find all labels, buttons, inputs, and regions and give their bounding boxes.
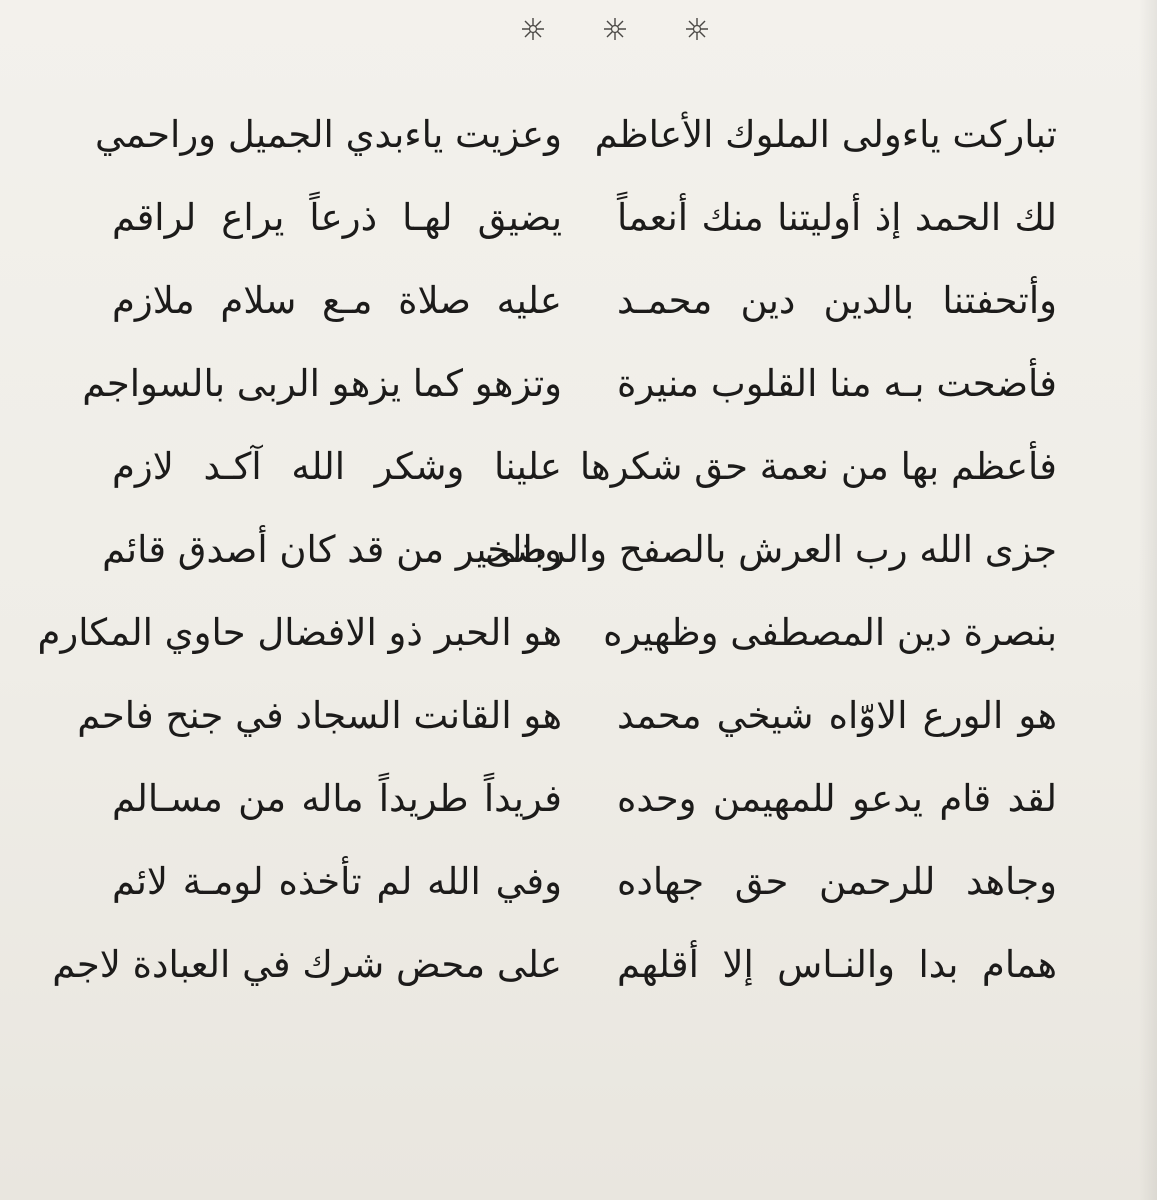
verse-second-hemistich: وبالخير من قد كان أصدق قائم	[102, 528, 562, 571]
header-ornaments	[520, 14, 710, 44]
verse-second-hemistich: وعزيت ياءبدي الجميل وراحمي	[94, 113, 562, 156]
verse-line	[0, 183, 1157, 253]
verse-first-hemistich: وجاهد للرحمن حق جهاده	[617, 860, 1057, 903]
verse-second-hemistich: وفي الله لم تأخذه لومـة لائم	[112, 860, 562, 903]
verse-second-hemistich: يضيق لهـا ذرعاً يراع لراقم	[112, 196, 562, 239]
verse-first-hemistich: وأتحفتنا بالدين دين محمـد	[617, 279, 1057, 322]
star-ornament-icon	[684, 16, 710, 42]
verse-line	[0, 100, 1157, 170]
poem-body	[0, 100, 1157, 1100]
verse-line	[0, 681, 1157, 751]
verse-line	[0, 349, 1157, 419]
verse-second-hemistich: وتزهو كما يزهو الربى بالسواجم	[82, 362, 562, 405]
page-edge-shadow	[1139, 0, 1157, 1200]
star-ornament-icon	[520, 16, 546, 42]
verse-second-hemistich: علينا وشكر الله آكـد لازم	[112, 445, 562, 488]
verse-first-hemistich: هو الورع الاوّاه شيخي محمد	[617, 694, 1057, 737]
verse-line	[0, 432, 1157, 502]
verse-line	[0, 764, 1157, 834]
verse-line	[0, 598, 1157, 668]
verse-second-hemistich: هو القانت السجاد في جنح فاحم	[77, 694, 562, 737]
verse-second-hemistich: فريداً طريداً ماله من مسـالم	[112, 777, 562, 820]
verse-first-hemistich: تباركت ياءولى الملوك الأعاظم	[594, 113, 1057, 156]
verse-line	[0, 266, 1157, 336]
verse-line	[0, 847, 1157, 917]
star-ornament-icon	[602, 16, 628, 42]
verse-first-hemistich: لك الحمد إذ أوليتنا منك أنعماً	[617, 196, 1057, 239]
verse-first-hemistich: جزى الله رب العرش بالصفح والرضى	[484, 528, 1057, 571]
verse-line	[0, 930, 1157, 1000]
verse-first-hemistich: همام بدا والنـاس إلا أقلهم	[617, 943, 1057, 986]
verse-line	[0, 515, 1157, 585]
verse-first-hemistich: فأعظم بها من نعمة حق شكرها	[579, 445, 1057, 488]
verse-second-hemistich: على محض شرك في العبادة لاجم	[52, 943, 562, 986]
verse-second-hemistich: عليه صلاة مـع سلام ملازم	[112, 279, 562, 322]
verse-second-hemistich: هو الحبر ذو الافضال حاوي المكارم	[37, 611, 562, 654]
verse-first-hemistich: بنصرة دين المصطفى وظهيره	[603, 611, 1057, 654]
verse-first-hemistich: فأضحت بـه منا القلوب منيرة	[617, 362, 1057, 405]
verse-first-hemistich: لقد قام يدعو للمهيمن وحده	[617, 777, 1057, 820]
